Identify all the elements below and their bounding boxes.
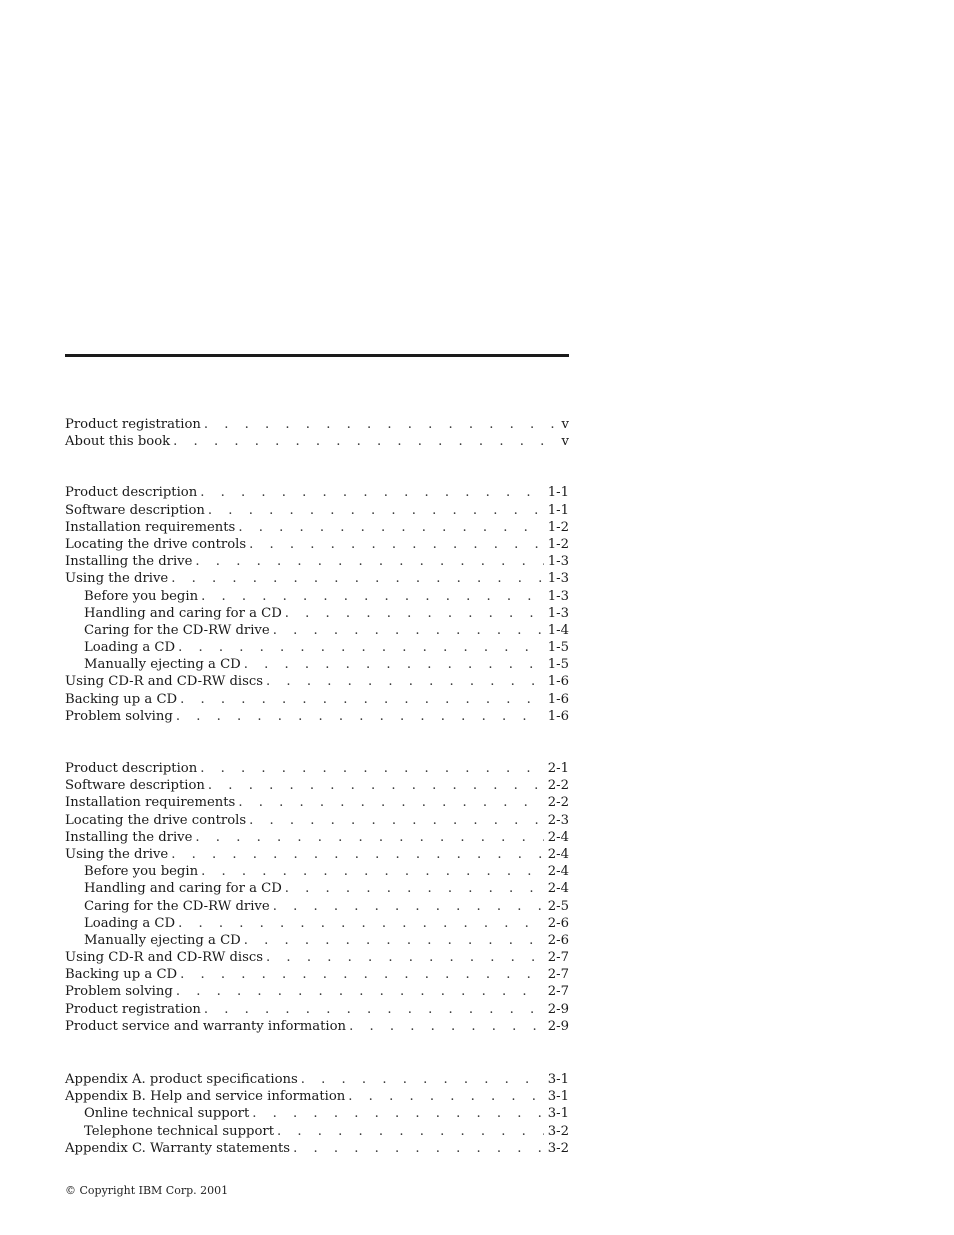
dot-leader — [171, 570, 544, 587]
dot-leader — [195, 553, 543, 570]
toc-entry-title: Using CD-R and CD-RW discs — [65, 950, 264, 966]
toc-entry[interactable] — [65, 1088, 569, 1105]
dot-leader — [208, 777, 544, 794]
toc-entry-page-number: 2-4 — [547, 864, 569, 880]
toc-entry-title: Problem solving — [65, 984, 173, 1000]
dot-leader — [249, 812, 544, 829]
toc-entry[interactable] — [65, 691, 569, 708]
toc-entry[interactable] — [65, 915, 569, 932]
toc-entry[interactable] — [65, 639, 569, 656]
toc-entry-page-number: 2-6 — [547, 932, 569, 948]
dot-leader — [285, 880, 544, 897]
toc-entry-title: Appendix B. Help and service information — [65, 1089, 346, 1105]
toc-entry-page-number: 2-7 — [547, 950, 569, 966]
toc-entry[interactable] — [65, 898, 569, 915]
toc-group-chapter-2 — [65, 760, 569, 1035]
dot-leader — [201, 588, 544, 605]
dot-leader — [273, 622, 544, 639]
toc-entry[interactable] — [65, 484, 569, 501]
toc-entry-page-number: v — [561, 417, 569, 432]
toc-entry-title: Handling and caring for a CD — [84, 881, 282, 897]
toc-entry-page-number: 1-3 — [547, 588, 569, 604]
dot-leader — [200, 760, 544, 777]
dot-leader — [293, 1140, 544, 1157]
toc-entry[interactable] — [65, 588, 569, 605]
toc-entry-title: Backing up a CD — [65, 691, 178, 707]
toc-entry-page-number: 2-9 — [547, 1001, 569, 1017]
toc-entry-title: Locating the drive controls — [65, 536, 247, 552]
toc-entry-title: Caring for the CD-RW drive — [84, 622, 270, 638]
toc-entry-title: Backing up a CD — [65, 967, 178, 983]
toc-group-front-matter — [65, 416, 569, 450]
dot-leader — [178, 915, 544, 932]
dot-leader — [238, 794, 543, 811]
dot-leader — [195, 829, 543, 846]
dot-leader — [176, 983, 544, 1000]
toc-entry-page-number: 3-1 — [547, 1072, 569, 1087]
toc-entry-title: Product service and warranty information — [65, 1018, 347, 1034]
header-rule — [65, 354, 569, 357]
toc-entry[interactable] — [65, 829, 569, 846]
toc-entry-page-number: 2-7 — [547, 984, 569, 1000]
toc-entry-page-number: 3-1 — [547, 1089, 569, 1105]
toc-entry[interactable] — [65, 622, 569, 639]
toc-entry[interactable] — [65, 502, 569, 519]
toc-entry-title: Before you begin — [84, 864, 199, 880]
toc-entry-title: Online technical support — [84, 1106, 250, 1122]
dot-leader — [266, 949, 544, 966]
toc-entry-page-number: 1-4 — [547, 622, 569, 638]
copyright-footer: © Copyright IBM Corp. 2001 — [65, 1184, 229, 1197]
toc-entry-title: Using the drive — [65, 846, 169, 862]
toc-entry-page-number: 3-2 — [547, 1140, 569, 1156]
toc-entry-title: Manually ejecting a CD — [84, 657, 241, 673]
toc-entry-page-number: 2-1 — [547, 761, 569, 776]
toc-entry-page-number: 1-1 — [547, 485, 569, 501]
toc-entry-title: Appendix C. Warranty statements — [65, 1140, 291, 1156]
toc-entry-title: Software description — [65, 778, 205, 794]
dot-leader — [173, 433, 557, 450]
toc-group-chapter-1 — [65, 484, 569, 725]
toc-entry-page-number: 1-1 — [547, 502, 569, 518]
dot-leader — [252, 1105, 543, 1122]
toc-entry[interactable] — [65, 1123, 569, 1140]
toc-entry-page-number: 1-2 — [547, 536, 569, 552]
toc-entry-title: Caring for the CD-RW drive — [84, 898, 270, 914]
toc-entry-page-number: 2-4 — [547, 829, 569, 845]
toc-entry-page-number: 1-6 — [547, 691, 569, 707]
toc-entry[interactable] — [65, 1140, 569, 1157]
dot-leader — [176, 708, 544, 725]
dot-leader — [200, 484, 544, 501]
toc-entry-page-number: 2-6 — [547, 915, 569, 931]
toc-entry-page-number: 2-3 — [547, 812, 569, 828]
dot-leader — [244, 656, 544, 673]
dot-leader — [171, 846, 544, 863]
toc-entry[interactable] — [65, 760, 569, 777]
toc-entry[interactable] — [65, 812, 569, 829]
toc-entry-title: Installing the drive — [65, 554, 193, 570]
toc-entry-page-number: 1-5 — [547, 657, 569, 673]
toc-entry-page-number: 2-4 — [547, 881, 569, 897]
toc-entry-page-number: 2-9 — [547, 1018, 569, 1034]
toc-entry-title: Installing the drive — [65, 829, 193, 845]
dot-leader — [273, 898, 544, 915]
toc-entry-page-number: 2-2 — [547, 778, 569, 794]
toc-entry-title: Before you begin — [84, 588, 199, 604]
toc-entry-page-number: 2-5 — [547, 898, 569, 914]
toc-entry-page-number: v — [561, 434, 569, 450]
toc-entry[interactable] — [65, 708, 569, 725]
toc-entry-page-number: 2-4 — [547, 846, 569, 862]
dot-leader — [201, 863, 544, 880]
toc-entry-page-number: 1-3 — [547, 605, 569, 621]
toc-entry-page-number: 3-1 — [547, 1106, 569, 1122]
toc-entry[interactable] — [65, 536, 569, 553]
dot-leader — [204, 416, 558, 433]
toc-entry-title: Using CD-R and CD-RW discs — [65, 674, 264, 690]
toc-entry[interactable] — [65, 1001, 569, 1018]
toc-entry[interactable] — [65, 777, 569, 794]
toc-entry-title: Loading a CD — [84, 915, 176, 931]
table-of-contents — [65, 416, 569, 1157]
dot-leader — [208, 502, 544, 519]
toc-group-appendices — [65, 1071, 569, 1157]
toc-entry-title: Problem solving — [65, 708, 173, 724]
toc-entry-title: Using the drive — [65, 571, 169, 587]
toc-entry[interactable] — [65, 949, 569, 966]
toc-entry[interactable] — [65, 863, 569, 880]
toc-entry-page-number: 1-3 — [547, 571, 569, 587]
toc-entry[interactable] — [65, 1018, 569, 1035]
toc-entry[interactable] — [65, 416, 569, 433]
toc-entry[interactable] — [65, 1071, 569, 1088]
toc-entry[interactable] — [65, 880, 569, 897]
toc-entry-title: Installation requirements — [65, 519, 236, 535]
toc-entry[interactable] — [65, 519, 569, 536]
toc-entry-page-number: 1-6 — [547, 674, 569, 690]
toc-entry[interactable] — [65, 794, 569, 811]
dot-leader — [244, 932, 544, 949]
toc-entry[interactable] — [65, 553, 569, 570]
toc-entry-title: Manually ejecting a CD — [84, 932, 241, 948]
dot-leader — [349, 1018, 544, 1035]
dot-leader — [178, 639, 544, 656]
toc-entry-page-number: 1-6 — [547, 708, 569, 724]
toc-entry-page-number: 1-3 — [547, 554, 569, 570]
toc-entry-title: Installation requirements — [65, 795, 236, 811]
toc-entry-page-number: 2-7 — [547, 967, 569, 983]
toc-entry-title: Product description — [65, 485, 198, 501]
toc-entry[interactable] — [65, 983, 569, 1000]
toc-entry[interactable] — [65, 1105, 569, 1122]
dot-leader — [277, 1123, 544, 1140]
toc-entry[interactable] — [65, 570, 569, 587]
toc-entry-page-number: 1-2 — [547, 519, 569, 535]
toc-entry-title: Loading a CD — [84, 640, 176, 656]
toc-entry[interactable] — [65, 656, 569, 673]
toc-entry-title: Telephone technical support — [84, 1123, 275, 1139]
dot-leader — [238, 519, 543, 536]
toc-entry-title: Software description — [65, 502, 205, 518]
toc-entry-title: Product registration — [65, 1001, 201, 1017]
dot-leader — [285, 605, 544, 622]
toc-entry-title: Product registration — [65, 417, 201, 432]
dot-leader — [266, 673, 544, 690]
dot-leader — [180, 691, 544, 708]
dot-leader — [204, 1001, 544, 1018]
toc-entry-page-number: 1-5 — [547, 640, 569, 656]
toc-entry[interactable] — [65, 966, 569, 983]
toc-entry-title: Appendix A. product specifications — [65, 1072, 298, 1087]
dot-leader — [301, 1071, 544, 1088]
dot-leader — [348, 1088, 543, 1105]
toc-entry-page-number: 2-2 — [547, 795, 569, 811]
dot-leader — [249, 536, 544, 553]
toc-entry[interactable] — [65, 846, 569, 863]
toc-entry[interactable] — [65, 673, 569, 690]
toc-entry-title: About this book — [65, 434, 171, 450]
toc-entry[interactable] — [65, 605, 569, 622]
toc-entry[interactable] — [65, 433, 569, 450]
toc-entry-page-number: 3-2 — [547, 1123, 569, 1139]
toc-entry-title: Locating the drive controls — [65, 812, 247, 828]
toc-entry[interactable] — [65, 932, 569, 949]
toc-entry-title: Product description — [65, 761, 198, 776]
dot-leader — [180, 966, 544, 983]
toc-entry-title: Handling and caring for a CD — [84, 605, 282, 621]
